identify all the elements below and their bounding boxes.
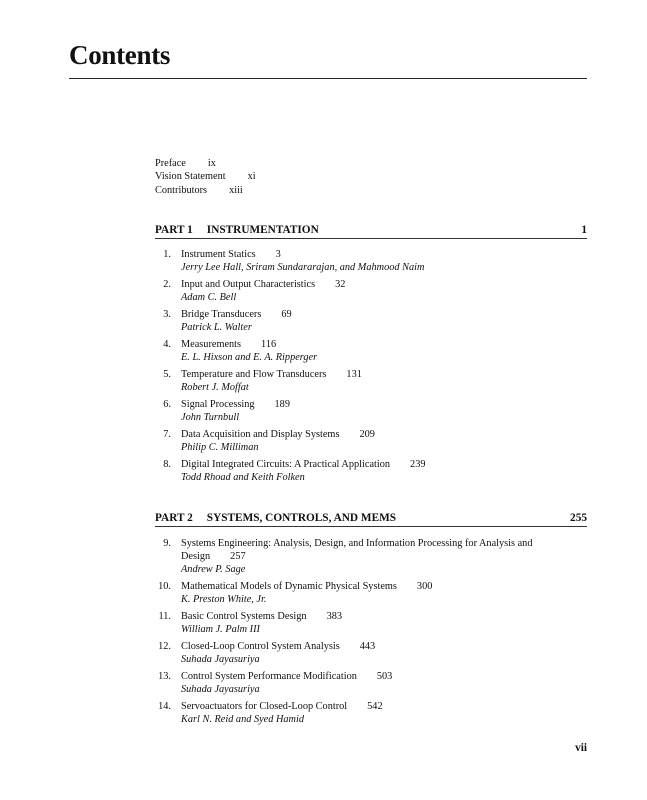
chapter-entry[interactable] — [155, 671, 587, 697]
page-title: Contents — [69, 40, 171, 70]
chapter-page: 32 — [335, 278, 346, 290]
chapter-authors: E. L. Hixson and E. A. Ripperger — [181, 351, 318, 363]
chapter-title: Input and Output Characteristics — [181, 278, 316, 290]
chapter-authors: Todd Rhoad and Keith Folken — [181, 471, 305, 483]
part-page: 1 — [581, 224, 587, 236]
front-matter-title: Contributors — [155, 184, 208, 196]
chapter-page: 257 — [230, 550, 246, 562]
chapter-entry[interactable] — [155, 538, 587, 576]
chapter-entry[interactable] — [155, 459, 587, 485]
chapter-entry[interactable] — [155, 369, 587, 395]
chapter-page: 116 — [261, 338, 277, 350]
chapter-entry[interactable] — [155, 279, 587, 305]
chapter-number: 9. — [163, 538, 171, 549]
chapter-page: 503 — [376, 670, 393, 682]
chapter-title: Instrument Statics — [181, 249, 256, 260]
chapter-title: Control System Performance Modification — [181, 670, 357, 682]
chapter-title: Signal Processing — [181, 398, 255, 410]
chapter-title: Bridge Transducers — [181, 308, 262, 320]
chapter-entry[interactable] — [155, 339, 587, 365]
chapter-entry[interactable] — [155, 611, 587, 637]
chapter-page: 69 — [281, 308, 292, 320]
title-rule — [69, 78, 587, 79]
chapter-number: 1. — [163, 249, 171, 260]
chapter-number: 14. — [158, 700, 171, 712]
chapter-authors: William J. Palm III — [181, 623, 260, 635]
chapter-title: Measurements — [181, 338, 242, 350]
chapter-entry[interactable] — [155, 701, 587, 727]
chapter-entry[interactable] — [155, 249, 587, 275]
chapter-authors: Philip C. Milliman — [181, 441, 259, 453]
front-matter-page: xi — [247, 171, 256, 183]
chapter-number: 10. — [158, 580, 171, 592]
chapter-number: 5. — [163, 368, 171, 380]
front-matter-title: Preface — [155, 158, 186, 169]
chapter-page: 209 — [359, 428, 375, 440]
chapter-entry[interactable] — [155, 309, 587, 335]
chapter-entry[interactable] — [155, 399, 587, 425]
chapter-title: Mathematical Models of Dynamic Physical Systems — [181, 580, 397, 592]
part-number: PART 2 — [155, 512, 193, 524]
part-page: 255 — [570, 512, 587, 524]
chapter-number: 12. — [158, 640, 171, 652]
part-rule — [155, 238, 587, 239]
chapter-number: 8. — [163, 458, 171, 470]
chapter-number: 3. — [163, 308, 171, 320]
chapter-number: 2. — [163, 278, 171, 290]
chapter-page: 239 — [410, 458, 426, 470]
chapter-title: Servoactuators for Closed-Loop Control — [181, 700, 348, 712]
chapter-title: Temperature and Flow Transducers — [181, 368, 327, 380]
chapter-list — [155, 538, 587, 731]
chapter-authors: Patrick L. Walter — [181, 321, 252, 333]
chapter-number: 7. — [163, 428, 171, 440]
chapter-page: 3 — [275, 249, 281, 260]
chapter-page: 542 — [367, 700, 383, 712]
front-matter-item[interactable] — [155, 184, 256, 197]
chapter-title: Basic Control Systems Design — [181, 610, 307, 622]
part-heading[interactable] — [155, 224, 587, 239]
chapter-number: 11. — [158, 610, 171, 622]
chapter-number: 13. — [158, 670, 171, 682]
chapter-page: 443 — [359, 640, 376, 652]
part-name: SYSTEMS, CONTROLS, AND MEMS — [206, 512, 397, 524]
front-matter-page: ix — [207, 158, 216, 169]
part-heading[interactable] — [155, 512, 587, 527]
part-name: INSTRUMENTATION — [206, 224, 319, 236]
front-matter-item[interactable] — [155, 170, 256, 183]
front-matter-title: Vision Statement — [155, 171, 226, 183]
chapter-authors: Adam C. Bell — [181, 291, 237, 303]
chapter-entry[interactable] — [155, 581, 587, 607]
chapter-number: 6. — [163, 398, 171, 410]
chapter-title: Digital Integrated Circuits: A Practical Application — [181, 458, 391, 470]
chapter-list — [155, 249, 587, 489]
chapter-authors: Karl N. Reid and Syed Hamid — [181, 713, 304, 725]
chapter-authors: Suhada Jayasuriya — [181, 683, 260, 695]
chapter-entry[interactable] — [155, 429, 587, 455]
front-matter-item[interactable] — [155, 157, 256, 170]
chapter-title: Systems Engineering: Analysis, Design, and Information Processing for Analysis and Design — [181, 538, 533, 562]
chapter-authors: K. Preston White, Jr. — [181, 593, 267, 605]
part-rule — [155, 526, 587, 527]
chapter-title: Closed-Loop Control System Analysis — [181, 640, 340, 652]
page-number: vii — [575, 742, 587, 754]
chapter-authors: John Turnbull — [181, 411, 240, 423]
chapter-title: Data Acquisition and Display Systems — [181, 428, 340, 440]
chapter-page: 383 — [326, 610, 343, 622]
chapter-authors: Robert J. Moffat — [181, 381, 249, 393]
chapter-authors: Suhada Jayasuriya — [181, 653, 260, 665]
chapter-page: 131 — [346, 368, 362, 380]
front-matter — [155, 157, 256, 197]
chapter-authors: Jerry Lee Hall, Sriram Sundararajan, and Mahmood Naim — [181, 261, 425, 273]
part-number: PART 1 — [155, 224, 193, 236]
chapter-page: 189 — [274, 398, 290, 410]
front-matter-page: xiii — [229, 184, 243, 196]
chapter-entry[interactable] — [155, 641, 587, 667]
chapter-authors: Andrew P. Sage — [181, 563, 246, 575]
chapter-page: 300 — [416, 580, 433, 592]
chapter-number: 4. — [163, 338, 171, 350]
